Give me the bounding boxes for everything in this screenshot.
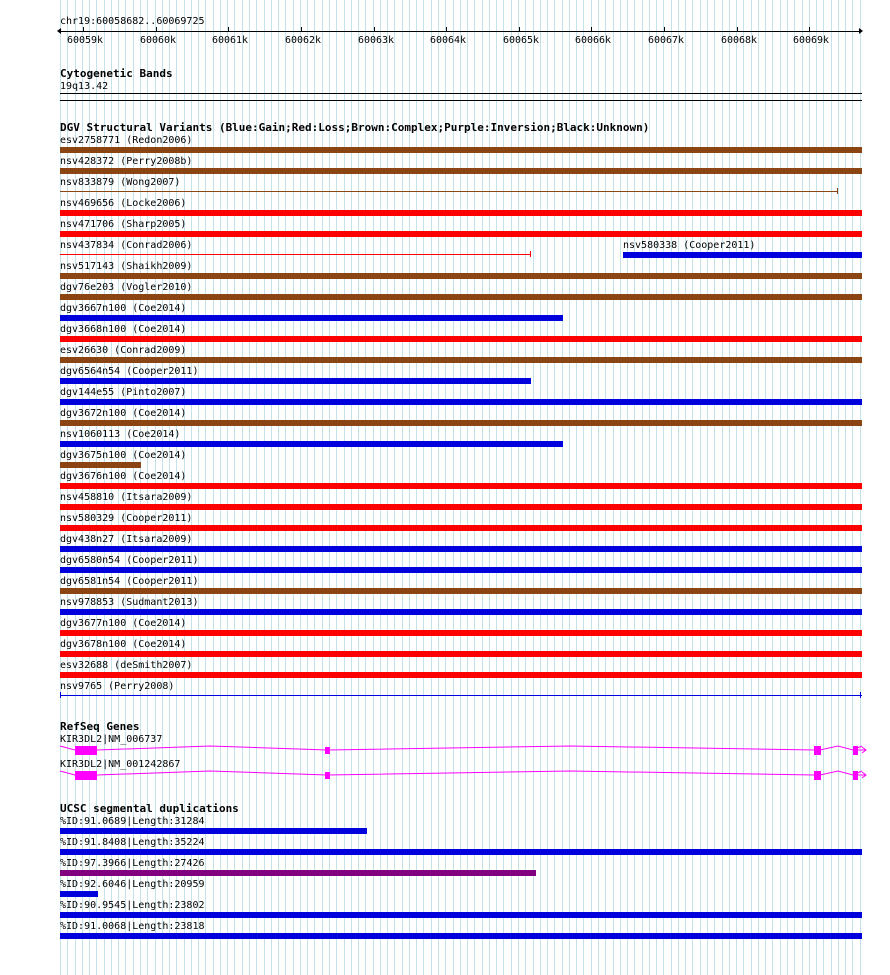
- variant-label[interactable]: dgv3676n100 (Coe2014): [60, 471, 187, 482]
- variant-label[interactable]: nsv978853 (Sudmant2013): [60, 597, 199, 608]
- variant-label[interactable]: nsv428372 (Perry2008b): [60, 156, 193, 167]
- segdup-bar[interactable]: [60, 891, 98, 897]
- ruler-tick-label: 60069k: [792, 35, 830, 46]
- ruler-position: chr19:60058682..60069725: [60, 16, 205, 27]
- variant-label[interactable]: nsv469656 (Locke2006): [60, 198, 187, 209]
- cytoband-label: 19q13.42: [60, 81, 109, 92]
- segdup-track-title: UCSC segmental duplications: [60, 802, 239, 815]
- refseq-track-title: RefSeq Genes: [60, 720, 140, 733]
- variant-label[interactable]: dgv76e203 (Vogler2010): [60, 282, 193, 293]
- variant-label[interactable]: nsv580329 (Cooper2011): [60, 513, 193, 524]
- segdup-bar[interactable]: [60, 849, 862, 855]
- segdup-label[interactable]: %ID:90.9545|Length:23802: [60, 900, 205, 911]
- gene-label[interactable]: KIR3DL2|NM_001242867: [60, 759, 181, 770]
- ruler-tick-label: 60063k: [357, 35, 395, 46]
- variant-label[interactable]: dgv3678n100 (Coe2014): [60, 639, 187, 650]
- ruler-tick-label: 60059k: [66, 35, 104, 46]
- segdup-bar[interactable]: [60, 933, 862, 939]
- variant-label[interactable]: esv26630 (Conrad2009): [60, 345, 187, 356]
- variant-label[interactable]: nsv1060113 (Coe2014): [60, 429, 181, 440]
- variant-label[interactable]: nsv437834 (Conrad2006): [60, 240, 193, 251]
- variant-label[interactable]: dgv3668n100 (Coe2014): [60, 324, 187, 335]
- variant-label[interactable]: dgv3677n100 (Coe2014): [60, 618, 187, 629]
- variant-label[interactable]: nsv833879 (Wong2007): [60, 177, 181, 188]
- segdup-label[interactable]: %ID:91.8408|Length:35224: [60, 837, 205, 848]
- ruler-tick-label: 60067k: [647, 35, 685, 46]
- ruler-tick-label: 60068k: [720, 35, 758, 46]
- variant-label[interactable]: esv2758771 (Redon2006): [60, 135, 193, 146]
- ruler-tick-label: 60064k: [429, 35, 467, 46]
- variant-label[interactable]: nsv580338 (Cooper2011): [623, 240, 756, 251]
- gene-model-nm-006737[interactable]: [60, 746, 866, 755]
- variant-label[interactable]: nsv471706 (Sharp2005): [60, 219, 187, 230]
- variant-label[interactable]: dgv6564n54 (Cooper2011): [60, 366, 199, 377]
- segdup-label[interactable]: %ID:91.0689|Length:31284: [60, 816, 205, 827]
- segdup-label[interactable]: %ID:91.0068|Length:23818: [60, 921, 205, 932]
- ruler-tick-label: 60060k: [139, 35, 177, 46]
- variant-label[interactable]: nsv517143 (Shaikh2009): [60, 261, 193, 272]
- ruler-tick-label: 60065k: [502, 35, 540, 46]
- variant-label[interactable]: dgv3667n100 (Coe2014): [60, 303, 187, 314]
- gene-label[interactable]: KIR3DL2|NM_006737: [60, 734, 163, 745]
- variant-label[interactable]: dgv438n27 (Itsara2009): [60, 534, 193, 545]
- cytoband-track-title: Cytogenetic Bands: [60, 67, 173, 80]
- segdup-bar[interactable]: [60, 828, 367, 834]
- dgv-track-title: DGV Structural Variants (Blue:Gain;Red:Loss;Brown:Complex;Purple:Inversion;Black:Unknown): [60, 121, 650, 134]
- variant-label[interactable]: nsv458810 (Itsara2009): [60, 492, 193, 503]
- segdup-label[interactable]: %ID:92.6046|Length:20959: [60, 879, 205, 890]
- variant-label[interactable]: dgv3675n100 (Coe2014): [60, 450, 187, 461]
- gene-model-nm-001242867[interactable]: [60, 771, 866, 780]
- variant-label[interactable]: esv32688 (deSmith2007): [60, 660, 193, 671]
- variant-label[interactable]: nsv9765 (Perry2008): [60, 681, 175, 692]
- segdup-bar[interactable]: [60, 912, 862, 918]
- variant-label[interactable]: dgv6581n54 (Cooper2011): [60, 576, 199, 587]
- ruler-tick-label: 60061k: [211, 35, 249, 46]
- ruler-tick-label: 60062k: [284, 35, 322, 46]
- ruler-tick-label: 60066k: [574, 35, 612, 46]
- variant-label[interactable]: dgv144e55 (Pinto2007): [60, 387, 187, 398]
- variant-label[interactable]: dgv6580n54 (Cooper2011): [60, 555, 199, 566]
- segdup-bar[interactable]: [60, 870, 536, 876]
- variant-label[interactable]: dgv3672n100 (Coe2014): [60, 408, 187, 419]
- segdup-label[interactable]: %ID:97.3966|Length:27426: [60, 858, 205, 869]
